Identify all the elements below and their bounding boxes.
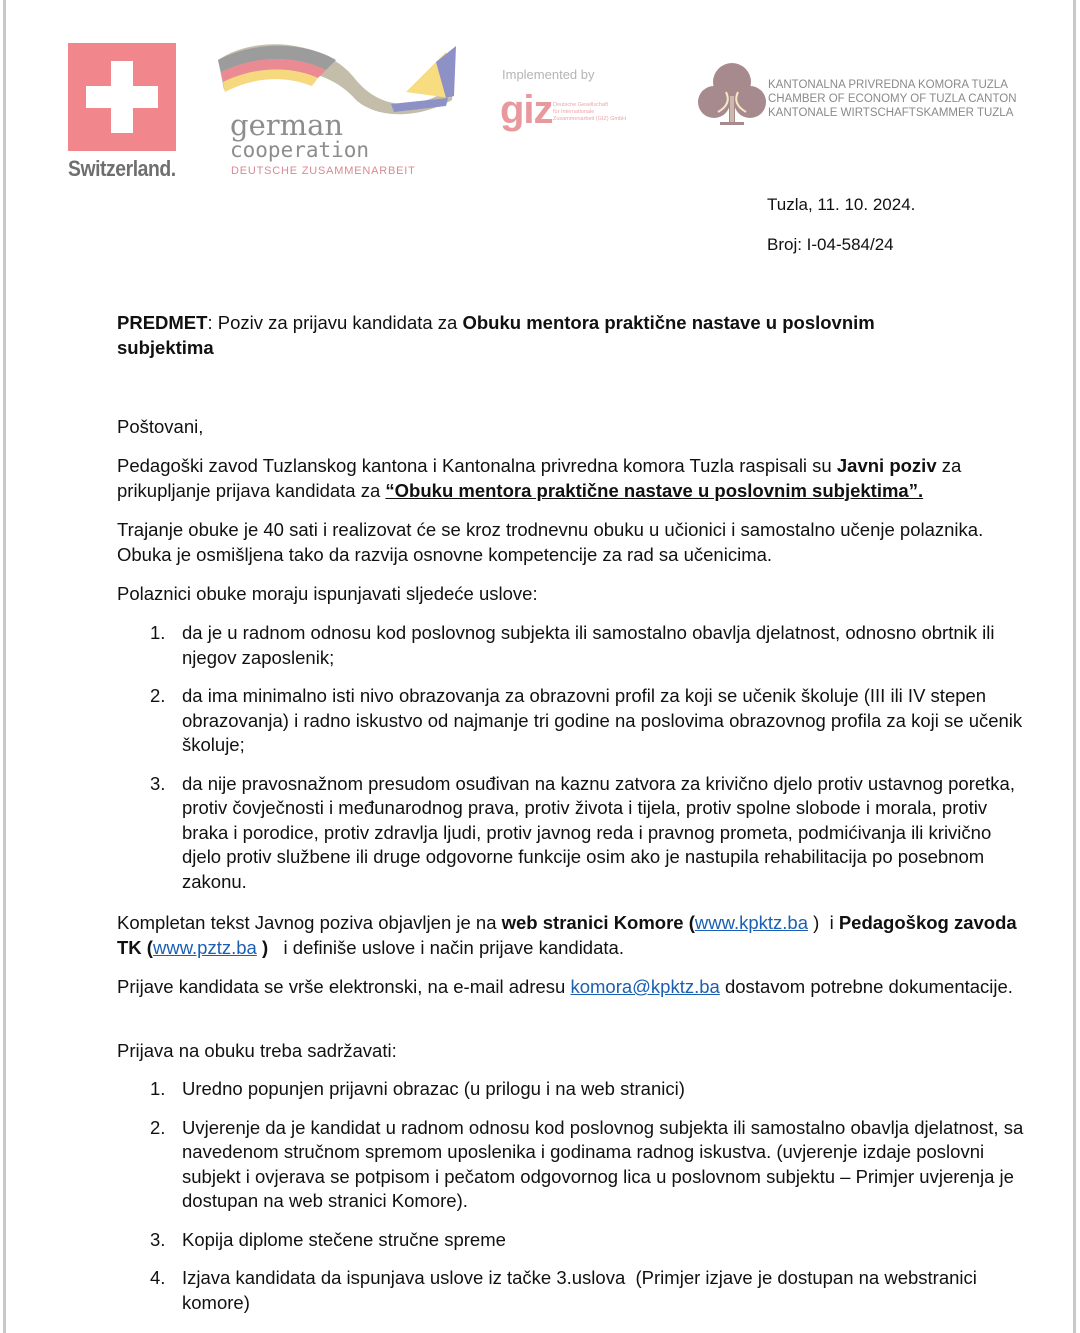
cooperation-label: cooperation bbox=[230, 138, 370, 162]
giz-subtitle-line: für Internationale bbox=[553, 109, 595, 115]
swiss-cross-bar bbox=[86, 86, 158, 108]
list-text: da nije pravosnažnom presudom osuđivan na kaznu zatvora za krivično djelo protiv ustavnog poretka, protiv čovječnosti i međunarodnog prava, protiv života i tijela, protiv spolne slobode i morala, protiv braka i porodice, protiv zdravlja ljudi, protiv javnog reda i pravnog prometa, podmićivanja ili krivično djelo protiv službene ili druge odgovorne funkcije osim ako je nastupila rehabilitacija po posebnom zakonu. bbox=[182, 772, 1015, 892]
list-item bbox=[150, 772, 1030, 895]
list-item bbox=[150, 1116, 1030, 1214]
list-text: Kopija diplome stečene stručne spreme bbox=[182, 1228, 506, 1250]
list-number: 3. bbox=[150, 1228, 166, 1250]
greeting: Poštovani, bbox=[117, 416, 204, 437]
paragraph-email bbox=[117, 975, 1027, 1000]
subject-label: PREDMET bbox=[117, 312, 208, 333]
application-intro: Prijava na obuku treba sadržavati: bbox=[117, 1040, 397, 1061]
giz-subtitle bbox=[553, 102, 648, 123]
page-edge-right bbox=[1073, 0, 1076, 1333]
list-text: Izjava kandidata da ispunjava uslove iz tačke 3.uslova (Primjer izjave je dostupan na webstranici komore) bbox=[182, 1267, 983, 1313]
subject-colon: : bbox=[207, 312, 213, 333]
chamber-of-economy-name bbox=[768, 78, 1017, 120]
conditions-list bbox=[150, 621, 1030, 894]
paragraph-duration: Trajanje obuke je 40 sati i realizovat će se kroz trodnevnu obuku u učionici i samostalno učenje polaznika. Obuka je osmišljena tako da razvija osnovne kompetencije za rad sa učenicima. bbox=[117, 519, 984, 565]
text: Prijave kandidata se vrše elektronski, na e-mail adresu bbox=[117, 976, 571, 997]
pedagoski-bold: Pedagoškog zavoda TK ( bbox=[117, 912, 1017, 958]
giz-subtitle-line: Deutsche Gesellschaft bbox=[553, 102, 609, 108]
list-number: 4. bbox=[150, 1267, 166, 1288]
list-text: Uredno popunjen prijavni obrazac (u prilogu i na web stranici) bbox=[182, 1078, 685, 1099]
text: ) bbox=[256, 936, 269, 958]
training-title: “Obuku mentora praktične nastave u poslovnim subjektima”. bbox=[385, 479, 924, 501]
text: ) i bbox=[808, 912, 839, 933]
paragraph-full-text bbox=[117, 911, 1027, 960]
email-link[interactable]: komora@kpktz.ba bbox=[570, 976, 720, 997]
subject-text: Poziv za prijavu kandidata za bbox=[212, 312, 463, 333]
javni-poziv-bold: Javni poziv bbox=[836, 455, 937, 476]
list-item bbox=[150, 1266, 1030, 1315]
list-number: 2. bbox=[150, 1116, 166, 1138]
list-text: da je u radnom odnosu kod poslovnog subjekta ili samostalno obavlja djelatnost, odnosno obrtnik ili njegov zaposlenik; bbox=[182, 622, 995, 668]
deutsche-zusammenarbeit-label: DEUTSCHE ZUSAMMENARBEIT bbox=[231, 165, 416, 177]
implemented-by-label: Implemented by bbox=[502, 67, 595, 82]
application-list bbox=[150, 1077, 1030, 1315]
list-text: da ima minimalno isti nivo obrazovanja za obrazovni profil za koji se učenik školuje (III ili IV stepen obrazovanja) i radno iskustvo od najmanje tri godine na poslovima obrazovnog profila za koji se učenik školuje; bbox=[182, 685, 1023, 755]
conditions-intro: Polaznici obuke moraju ispunjavati sljedeće uslove: bbox=[117, 583, 538, 604]
subject-line bbox=[117, 311, 1027, 360]
document-number: Broj: I-04-584/24 bbox=[767, 235, 894, 254]
list-number: 1. bbox=[150, 1078, 166, 1099]
paragraph-intro bbox=[117, 454, 1027, 503]
german-label: german bbox=[230, 108, 344, 142]
page-edge-left bbox=[3, 0, 6, 1333]
pztz-link[interactable]: www.pztz.ba bbox=[152, 936, 257, 958]
list-item bbox=[150, 1077, 1030, 1102]
subject-title: Obuku mentora praktične nastave u poslovnim bbox=[462, 312, 875, 333]
chamber-name-line: KANTONALNA PRIVREDNA KOMORA TUZLA bbox=[768, 79, 1008, 91]
text: dostavom potrebne dokumentacije. bbox=[719, 976, 1013, 997]
list-number: 2. bbox=[150, 685, 166, 706]
subject-title-cont: subjektima bbox=[117, 336, 214, 358]
list-item bbox=[150, 684, 1030, 758]
tree-logo-icon bbox=[696, 62, 768, 130]
chamber-name-line: KANTONALE WIRTSCHAFTSKAMMER TUZLA bbox=[768, 107, 1014, 119]
komore-bold: web stranici Komore ( bbox=[501, 912, 695, 933]
list-text: Uvjerenje da je kandidat u radnom odnosu kod poslovnog subjekta ili samostalno obavlja djelatnost, sa navedenom stručnom spremom uposlenika i godinama radnog iskustva. (uvjerenje izdaje poslovni subjekt i ovjerava se potpisom i pečatom odgovornog lica u poslovnom subjektu – Primjer uvjerenja je dostupan na web stranici Komore). bbox=[182, 1116, 1024, 1211]
document-date: Tuzla, 11. 10. 2024. bbox=[767, 195, 916, 214]
list-item bbox=[150, 1228, 1030, 1253]
chamber-name-line: CHAMBER OF ECONOMY OF TUZLA CANTON bbox=[768, 93, 1017, 105]
giz-logo: giz bbox=[500, 88, 553, 132]
text: za prikupljanje prijava kandidata za bbox=[117, 455, 962, 501]
text: Kompletan tekst Javnog poziva objavljen je na bbox=[117, 912, 502, 933]
list-number: 3. bbox=[150, 772, 166, 794]
switzerland-flag-logo bbox=[68, 43, 176, 151]
text: i definiše uslove i način prijave kandidata. bbox=[268, 936, 624, 958]
list-item bbox=[150, 621, 1030, 670]
list-number: 1. bbox=[150, 622, 166, 643]
switzerland-label: Switzerland. bbox=[68, 156, 176, 181]
giz-subtitle-line: Zusammenarbeit (GIZ) GmbH bbox=[553, 116, 627, 122]
kpktz-link[interactable]: www.kpktz.ba bbox=[694, 912, 808, 933]
text: Pedagoški zavod Tuzlanskog kantona i Kantonalna privredna komora Tuzla raspisali su bbox=[117, 455, 837, 476]
